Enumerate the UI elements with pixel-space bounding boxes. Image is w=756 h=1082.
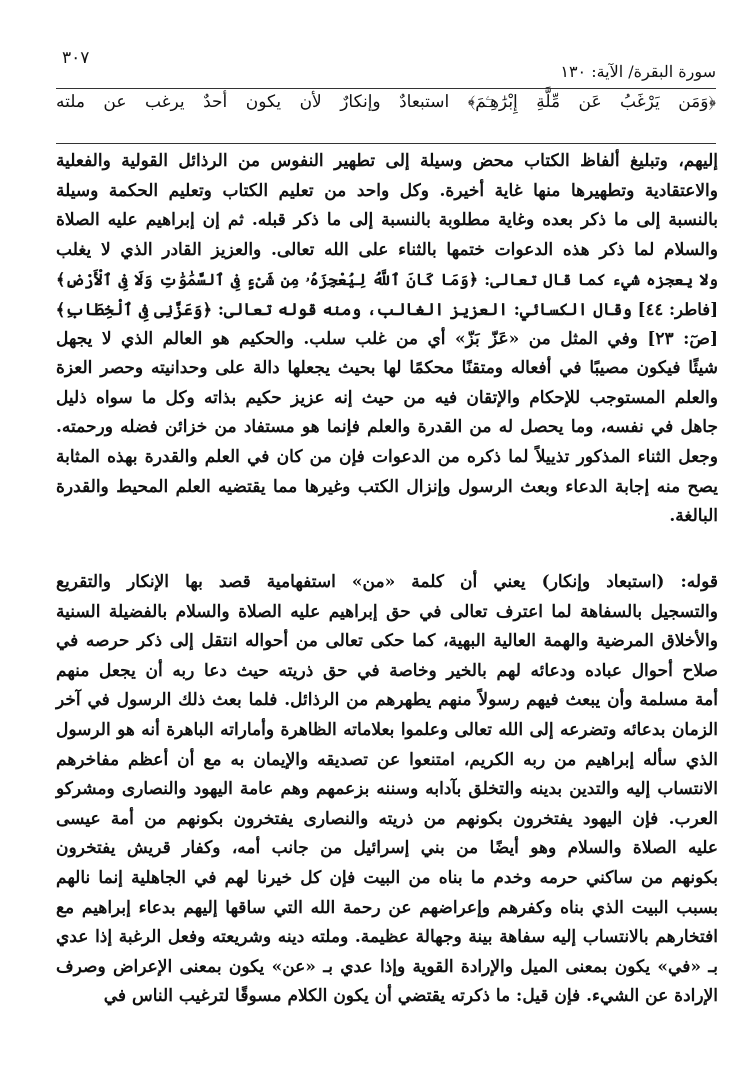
text-line: إليهم، وتبليغ ألفاظ الكتاب محض وسيلة إلى تطهير النفوس من الرذائل القولية والفعلية xyxy=(56,151,718,171)
text-line: والأخلاق المرضية والهمة العالية البهية، كما حكى تعالى من أحواله انتقل إلى ذكر حرصه في xyxy=(56,631,718,652)
text-line: بـ «في» يكون بمعنى الميل والإرادة القوية وإذا عدي بـ «عن» يكون بمعنى الإعراض وصرف xyxy=(56,956,718,977)
text-line: أمة مسلمة وأن يبعث فيهم رسولاً منهم يطهرهم من الرذائل. فلما بعث ذلك الرسول في آخر xyxy=(56,690,718,711)
text-line: [فاطر: ٤٤] وقال الكسائي: العزيز الغالب، ومنه قوله تعالى: ﴿وَعَزَّنِى فِى ٱلْخِطَابِ﴾ xyxy=(55,299,718,319)
text-line: الزمان بدعائه وتضرعه إلى الله تعالى وعلموا بعلاماته الظاهرة وأماراته الباهرة أنه هو الرسول xyxy=(56,719,718,740)
text-line: والاعتقادية وتطهيرها منها غاية أخيرة. وكل واحد من تعليم الكتاب وتعليم الحكمة وسيلة xyxy=(56,180,718,201)
text-line: يصح منه إجابة الدعاء وبعث الرسول وإنزال الكتب وغيرها مما يقتضيه العلم المحيط والقدرة xyxy=(56,476,718,497)
text-line: بالنسبة إلى ما ذكر بعده وغاية مطلوبة بالنسبة إلى ما ذكر قبله. ثم إن إبراهيم عليه الصلاة xyxy=(56,210,718,231)
text-line: وجعل الثناء المذكور تذييلاً لما ذكره من الدعوات فإن من كان في العلم والقدرة بهذه المثابة xyxy=(56,446,718,467)
text-line: والتسجيل بالسفاهة لما اعترف تعالى في حق إبراهيم عليه الصلاة والسلام بالفضيلة السنية xyxy=(56,601,718,622)
running-head: سورة البقرة/ الآية: ١٣٠ xyxy=(560,62,716,81)
paragraph-1 xyxy=(56,147,718,532)
lemma-line: ﴿وَمَن يَرْغَبُ عَن مِّلَّةِ إِبْرَٰهِـۧمَ﴾ استبعادٌ وإنكارٌ لأن يكون أحدٌ يرغب عن ملته xyxy=(56,92,716,112)
text-line: العرب. فإن اليهود يفتخرون بكونهم من ذريته والنصارى يفتخرون بكونهم من أمة عيسى xyxy=(56,808,718,829)
paragraph-2 xyxy=(56,568,718,1012)
text-line: شيئًا فيكون مصيبًا في أفعاله ومتقنًا محكمًا لها بحيث يجعلها دالة على وحدانيته وحصر العزة xyxy=(56,358,718,379)
text-line: [صٓ: ٢٣] وفي المثل من «عَزّ بَزّ» أي من غلب سلب. والحكيم هو العالم الذي لا يجهل xyxy=(56,328,718,349)
text-line: الإرادة عن الشيء. فإن قيل: ما ذكرته يقتضي أن يكون الكلام مسوقًا لترغيب الناس في xyxy=(103,986,718,1007)
header-rule xyxy=(56,88,716,89)
text-line: قوله: (استبعاد وإنكار) يعني أن كلمة «من» استفهامية قصد بها الإنكار والتقريع xyxy=(56,572,718,592)
text-line: بسبب البيت الذي بناه وكفرهم وإعراضهم عن رحمة الله التي ساقها إليهم بدعاء إبراهيم مع xyxy=(56,897,718,918)
page-number: ٣٠٧ xyxy=(62,48,90,68)
text-line: الانتساب إليه والتدين بدينه والتخلق بآدابه وسننه بزعمهم وهم عامة اليهود والنصارى ومشركو xyxy=(56,779,718,800)
text-line: والسلام لما ذكر هذه الدعوات ختمها بالثناء على الله تعالى. والعزيز القادر الذي لا يغلب xyxy=(56,239,718,260)
text-line: افتخارهم بالانتساب إليه سفاهة بينة وجهالة عظيمة. وملته دينه وشريعته وفعل الرغبة إذا عدي xyxy=(56,927,718,948)
text-line: والعلم المستوجب للإحكام والإتقان فيه من حيث إنه عزيز حكيم بذاته وكل ما سواه ذليل xyxy=(56,387,718,408)
lemma-rule xyxy=(56,143,716,144)
text-line: ولا يعجزه شيء كما قال تعالى: ﴿وَمَا كَانَ ٱللَّهُ لِيُعْجِزَهُۥ مِن شَىْءٍ فِى ٱلسَّمَٰوَٰتِ وَلَا فِى ٱلْأَرْضِ﴾ xyxy=(56,270,718,290)
text-line: بكونهم من ساكني حرمه وخدم ما بناه من البيت فإن كل خيرنا لهم في الجاهلية إنما نالهم xyxy=(56,867,718,888)
text-line: عليه الصلاة والسلام وهو أيضًا من بني إسرائيل من جانب أمه، وكفار قريش يفتخرون xyxy=(56,838,718,859)
text-line: جاهل في نفسه، وما يحصل له من القدرة والعلم فإنما هو مستفاد من خزائن فضله ورحمته. xyxy=(56,417,718,438)
text-line: الذي سأله إبراهيم من ربه الكريم، امتنعوا عن تصديقه والإيمان به مع أن أعظم مفاخرهم xyxy=(56,749,718,770)
text-line: البالغة. xyxy=(669,506,718,527)
text-line: صلاح أحوال عباده ودعائه لهم بالخير وخاصة في حق ذريته حيث دعا ربه أن يجعل منهم xyxy=(56,660,718,681)
